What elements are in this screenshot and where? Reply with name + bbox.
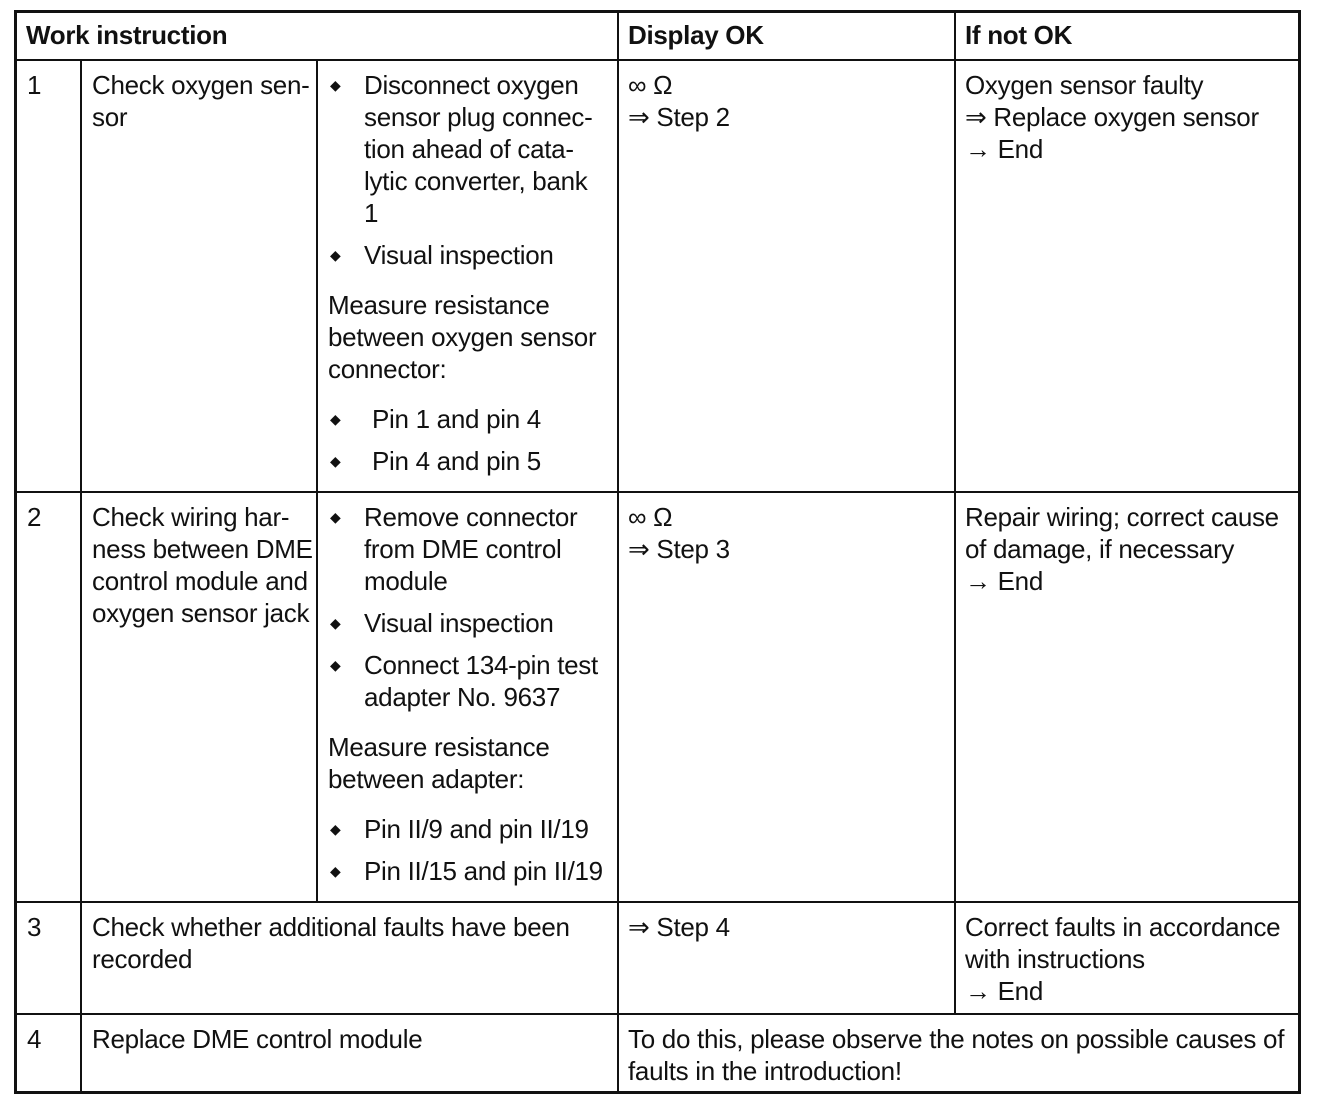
if-not-ok-value: Correct faults in accordance with instructions → End <box>965 912 1281 1006</box>
bullet-item: ◆ Visual inspection <box>328 239 613 271</box>
pin-item: ◆ Pin 4 and pin 5 <box>328 445 613 477</box>
bullet-item: ◆ Visual inspection <box>328 607 613 639</box>
display-ok-value: ∞ Ω ⇒ Step 2 <box>628 70 730 132</box>
row-divider <box>17 901 1298 903</box>
step-task: Check wiring har- ness between DME control module and oxygen sensor jack <box>92 502 313 628</box>
step-number: 4 <box>27 1024 42 1054</box>
display-ok-value: ∞ Ω ⇒ Step 3 <box>628 502 730 564</box>
pin-item: ◆ Pin 1 and pin 4 <box>328 403 613 435</box>
bullet-item: ◆ Disconnect oxygen sensor plug connec- tion ahead of cata- lytic converter, bank 1 <box>328 69 613 229</box>
display-ok-value: ⇒ Step 4 <box>628 912 730 942</box>
header-divider <box>17 59 1298 61</box>
col-divider <box>954 13 956 1015</box>
bullet-item: ◆ Connect 134-pin test adapter No. 9637 <box>328 649 613 713</box>
header-work-instruction: Work instruction <box>26 20 228 50</box>
step-number: 2 <box>27 502 42 532</box>
header-display-ok: Display OK <box>628 20 764 50</box>
step-task: Replace DME control module <box>92 1024 423 1054</box>
if-not-ok-value: Oxygen sensor faulty ⇒ Replace oxygen sensor → End <box>965 70 1259 164</box>
step-task: Check oxygen sen- sor <box>92 70 310 132</box>
work-instruction-table <box>14 10 1301 1094</box>
row-divider <box>17 491 1298 493</box>
measure-text: Measure resistance between oxygen sensor connector: <box>328 290 597 384</box>
step-number: 3 <box>27 912 42 942</box>
row-divider <box>17 1013 1298 1015</box>
pin-item: ◆ Pin II/9 and pin II/19 <box>328 813 613 845</box>
note-text: To do this, please observe the notes on possible causes of faults in the introduction! <box>628 1024 1285 1086</box>
measure-text: Measure resistance between adapter: <box>328 732 550 794</box>
col-divider <box>316 59 318 903</box>
step-procedure <box>328 501 613 887</box>
bullet-item: ◆ Remove connector from DME control module <box>328 501 613 597</box>
col-divider <box>80 59 82 1091</box>
col-divider <box>617 13 619 1091</box>
step-number: 1 <box>27 70 42 100</box>
pin-item: ◆ Pin II/15 and pin II/19 <box>328 855 613 887</box>
if-not-ok-value: Repair wiring; correct cause of damage, if necessary → End <box>965 502 1279 596</box>
step-procedure <box>328 69 613 477</box>
step-task: Check whether additional faults have been recorded <box>92 912 570 974</box>
header-if-not-ok: If not OK <box>965 20 1073 50</box>
